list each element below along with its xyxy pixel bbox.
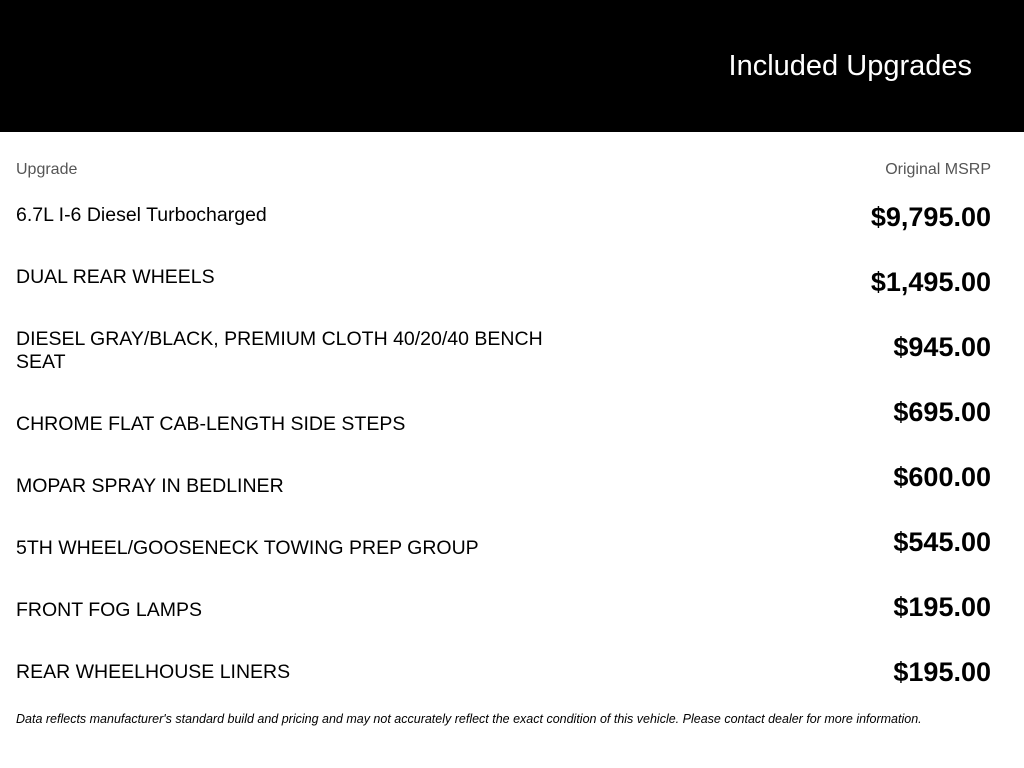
- upgrade-price: $1,495.00: [870, 267, 991, 297]
- upgrade-price: $195.00: [893, 592, 991, 622]
- upgrade-name: REAR WHEELHOUSE LINERS: [16, 661, 291, 683]
- upgrade-price: $945.00: [893, 332, 991, 362]
- upgrade-price: $9,795.00: [870, 202, 991, 232]
- upgrade-name: MOPAR SPRAY IN BEDLINER: [16, 475, 284, 497]
- upgrade-name: DIESEL GRAY/BLACK, PREMIUM CLOTH 40/20/40 BENCH SEAT: [16, 328, 543, 373]
- upgrade-name: DUAL REAR WHEELS: [16, 266, 215, 288]
- page-title: Included Upgrades: [728, 50, 972, 82]
- upgrade-name: 5TH WHEEL/GOOSENECK TOWING PREP GROUP: [16, 537, 479, 559]
- disclaimer-footnote: Data reflects manufacturer's standard build and pricing and may not accurately reflect the exact condition of this vehicle. Please contact dealer for more information.: [16, 712, 922, 726]
- upgrade-name: FRONT FOG LAMPS: [16, 599, 202, 621]
- upgrade-price: $600.00: [893, 462, 991, 492]
- upgrade-price: $195.00: [893, 657, 991, 687]
- upgrade-price: $695.00: [893, 397, 991, 427]
- header-banner: [0, 0, 1024, 132]
- upgrade-name: CHROME FLAT CAB-LENGTH SIDE STEPS: [16, 413, 406, 435]
- column-header-msrp: Original MSRP: [885, 161, 991, 178]
- column-header-upgrade: Upgrade: [16, 161, 78, 178]
- upgrade-name: 6.7L I-6 Diesel Turbocharged: [16, 204, 267, 226]
- upgrade-price: $545.00: [893, 527, 991, 557]
